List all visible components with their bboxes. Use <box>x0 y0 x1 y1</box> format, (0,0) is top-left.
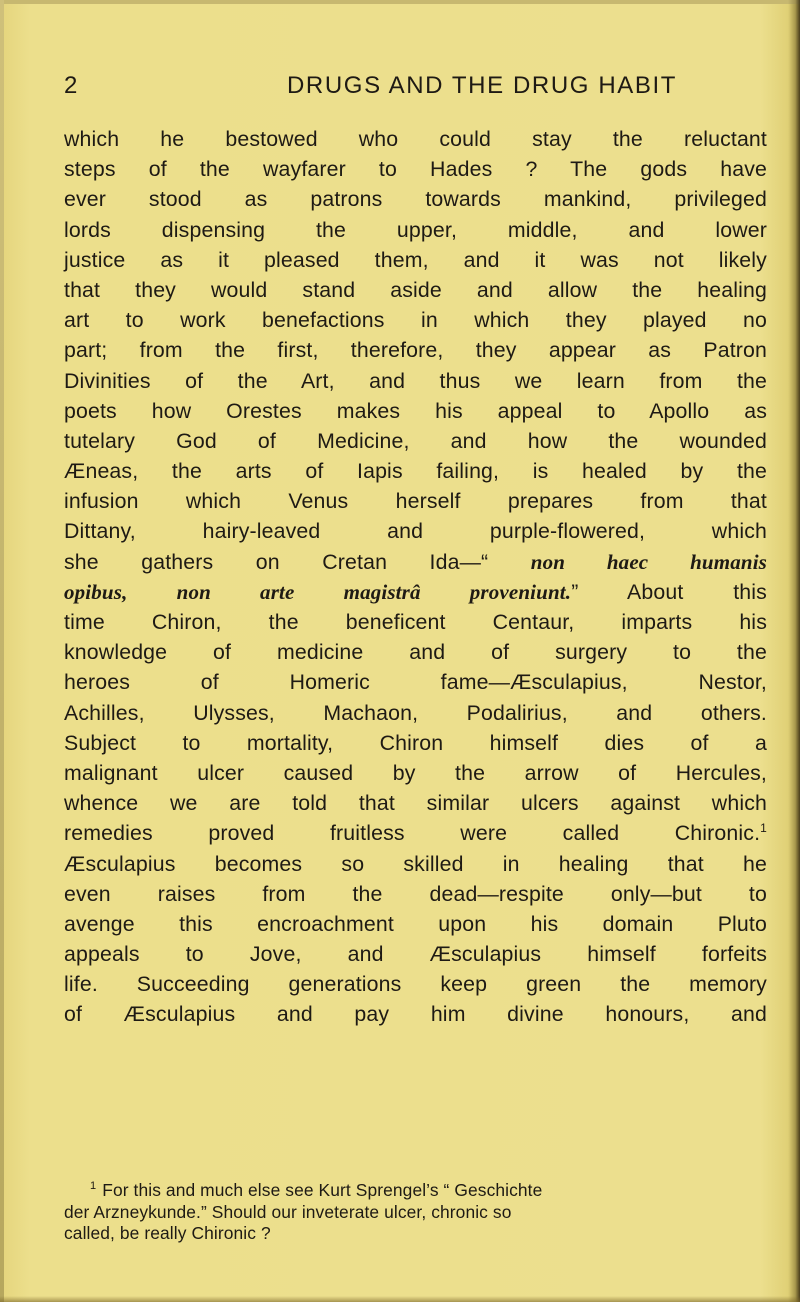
text-segment: ” About this <box>571 579 767 604</box>
text-segment: Achilles, Ulysses, Machaon, Podalirius, and others. <box>64 700 767 725</box>
text-segment: Dittany, hairy-leaved and purple-flowered, which <box>64 519 767 544</box>
text-line <box>64 728 767 758</box>
text-segment: avenge this encroachment upon his domain Pluto <box>64 911 767 936</box>
text-segment: art to work benefactions in which they played no <box>64 308 767 333</box>
text-line <box>64 909 767 939</box>
text-segment: heroes of Homeric fame—Æsculapius, Nestor, <box>64 670 767 695</box>
text-line <box>64 879 767 909</box>
page-number: 2 <box>64 72 79 99</box>
text-line <box>64 818 767 848</box>
text-line <box>64 516 767 546</box>
text-line <box>64 547 767 577</box>
text-segment: poets how Orestes makes his appeal to Apollo as <box>64 398 767 423</box>
text-segment: of Æsculapius and pay him divine honours, and <box>64 1002 767 1027</box>
text-line <box>64 698 767 728</box>
text-line <box>64 939 767 969</box>
running-head: DRUGS AND THE DRUG HABIT <box>287 72 677 99</box>
footnote <box>64 1180 767 1245</box>
bottom-edge <box>0 1296 800 1302</box>
text-line <box>64 124 767 154</box>
text-segment: lords dispensing the upper, middle, and lower <box>64 217 767 242</box>
text-line <box>64 366 767 396</box>
text-segment: knowledge of medicine and of surgery to the <box>64 640 767 665</box>
text-segment: even raises from the dead—respite only—but to <box>64 881 767 906</box>
text-line <box>64 245 767 275</box>
footnote-marker: 1 <box>90 1180 97 1192</box>
text-line <box>64 335 767 365</box>
text-segment: infusion which Venus herself prepares from that <box>64 489 767 514</box>
text-segment: malignant ulcer caused by the arrow of Hercules, <box>64 760 767 785</box>
text-line <box>64 275 767 305</box>
footnote-line <box>64 1202 767 1224</box>
text-segment: steps of the wayfarer to Hades ? The gods have <box>64 157 767 182</box>
text-line <box>64 667 767 697</box>
footnote-line <box>64 1223 767 1245</box>
text-segment: Æneas, the arts of Iapis failing, is healed by the <box>64 459 767 484</box>
footnote-reference: 1 <box>760 821 767 836</box>
text-line <box>64 184 767 214</box>
text-line <box>64 456 767 486</box>
text-line <box>64 577 767 607</box>
text-segment: Æsculapius becomes so skilled in healing that he <box>64 851 767 876</box>
italic-quotation: opibus, non arte magistrâ proveniunt. <box>64 579 572 604</box>
footnote-text: For this and much else see Kurt Sprengel’s “ Geschichte <box>102 1180 543 1200</box>
text-segment: whence we are told that similar ulcers against which <box>64 791 767 816</box>
text-line <box>64 758 767 788</box>
text-segment: remedies proved fruitless were called Chironic. <box>64 821 761 846</box>
text-line <box>64 637 767 667</box>
text-segment: Subject to mortality, Chiron himself dies of a <box>64 730 767 755</box>
text-segment: part; from the first, therefore, they appear as Patron <box>64 338 767 363</box>
page-gutter-shadow <box>788 0 800 1302</box>
text-line <box>64 396 767 426</box>
text-segment: life. Succeeding generations keep green the memory <box>64 972 767 997</box>
left-edge <box>0 0 4 1302</box>
text-segment: appeals to Jove, and Æsculapius himself forfeits <box>64 942 767 967</box>
text-segment: which he bestowed who could stay the reluctant <box>64 127 767 151</box>
text-line <box>64 486 767 516</box>
text-line <box>64 999 767 1029</box>
text-line <box>64 607 767 637</box>
top-edge <box>0 0 800 4</box>
text-segment: ever stood as patrons towards mankind, privileged <box>64 187 767 212</box>
text-segment: tutelary God of Medicine, and how the wounded <box>64 428 767 453</box>
text-segment: time Chiron, the beneficent Centaur, imparts his <box>64 610 767 634</box>
text-line <box>64 969 767 999</box>
footnote-line <box>64 1180 767 1202</box>
text-segment: justice as it pleased them, and it was not likely <box>64 247 767 272</box>
text-segment: that they would stand aside and allow the healing <box>64 277 767 302</box>
text-line <box>64 154 767 184</box>
text-line <box>64 849 767 879</box>
text-line <box>64 426 767 456</box>
text-line <box>64 215 767 245</box>
text-segment: she gathers on Cretan Ida—“ <box>64 549 531 574</box>
text-segment: Divinities of the Art, and thus we learn from the <box>64 368 767 393</box>
footnote-text: der Arzneykunde.” Should our inveterate ulcer, chronic so <box>64 1201 512 1222</box>
text-line <box>64 788 767 818</box>
body-text <box>64 124 767 1030</box>
italic-quotation: non haec humanis <box>530 549 767 574</box>
footnote-text: called, be really Chironic ? <box>64 1223 271 1244</box>
text-line <box>64 305 767 335</box>
